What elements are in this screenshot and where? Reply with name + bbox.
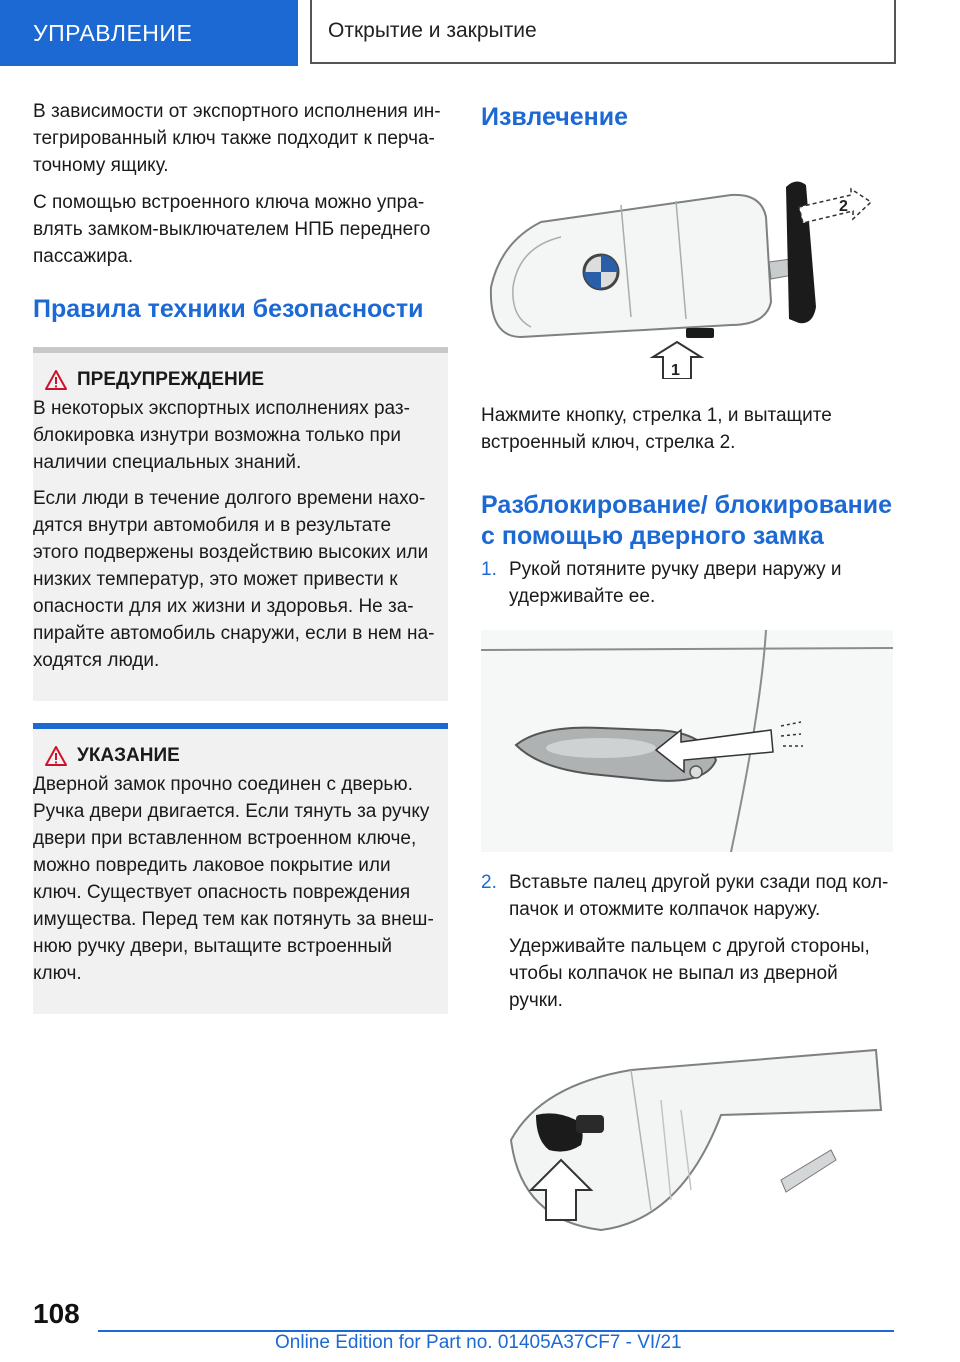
key-illustration [481, 147, 893, 379]
edition-text: Online Edition for Part no. 01405A37CF7 - VI/21 [275, 1332, 682, 1353]
list-item [481, 556, 893, 620]
door-handle-cap-illustration [481, 1030, 893, 1250]
door-handle-illustration [481, 630, 893, 852]
extract-text: Нажмите кнопку, стрелка 1, и вытащите встроенный ключ, стрелка 2. [481, 405, 832, 453]
step-text-continued: Удерживайте пальцем с другой стороны, чтобы колпачок не выпал из дверной ручки. [509, 936, 870, 1011]
safety-heading: Правила техники безопасности [33, 295, 424, 323]
intro-paragraph-1: В зависимости от экспортного исполнения интегрированный ключ также подходит к перчаточному ящику. [33, 101, 441, 176]
chapter-title: Открытие и закрытие [310, 0, 896, 64]
extract-heading: Извлечение [481, 103, 629, 131]
warning-box [33, 347, 448, 701]
steps-list [481, 556, 893, 620]
note-text: Дверной замок прочно соединен с дверью. Ручка двери двигается. Если тянуть за ручку двери при вставленном встроенном ключе, можно повредить лаковое покрытие или ключ. Существует опасность повреждения имущества. Перед тем как потянуть за внешнюю ручку двери, вытащите встроенный ключ. [33, 774, 434, 984]
warning-text-1: В некоторых экспортных исполнениях разблокировка изнутри возможна только при наличии специальных знаний. [33, 398, 410, 473]
steps-list [481, 869, 893, 1024]
warning-title: ПРЕДУПРЕЖДЕНИЕ [77, 369, 265, 390]
arrow-1-label: 1 [671, 362, 680, 379]
step-number: 1. [481, 559, 497, 580]
arrow-2-label: 2 [839, 198, 848, 215]
step-number: 2. [481, 872, 497, 893]
warning-triangle-icon [45, 370, 67, 390]
note-title: УКАЗАНИЕ [77, 745, 180, 766]
step-text: Вставьте палец другой руки сзади под колпачок и отожмите колпачок наружу. [509, 872, 889, 920]
warning-triangle-icon [45, 746, 67, 766]
left-column [33, 98, 448, 1014]
unlock-heading: Разблокирование/ блокирование с помощью дверного замка [481, 491, 893, 550]
list-item [481, 869, 893, 1024]
warning-text-2: Если люди в течение долгого времени находятся внутри автомобиля и в результате этого подвержены воздействию высоких или низких температур, это может привести к опасности для их жизни и здоровья. Не запирайте автомобиль снаружи, если в нем находятся люди. [33, 488, 435, 671]
page-number: 108 [33, 1298, 80, 1329]
page-header [0, 0, 960, 66]
intro-paragraph-2: С помощью встроенного ключа можно управлять замком-выключателем НПБ переднего пассажира. [33, 192, 431, 267]
right-column [481, 98, 893, 1255]
section-tab: УПРАВЛЕНИЕ [0, 0, 298, 66]
note-box [33, 723, 448, 1014]
step-text: Рукой потяните ручку двери наружу и удерживайте ее. [509, 559, 842, 607]
